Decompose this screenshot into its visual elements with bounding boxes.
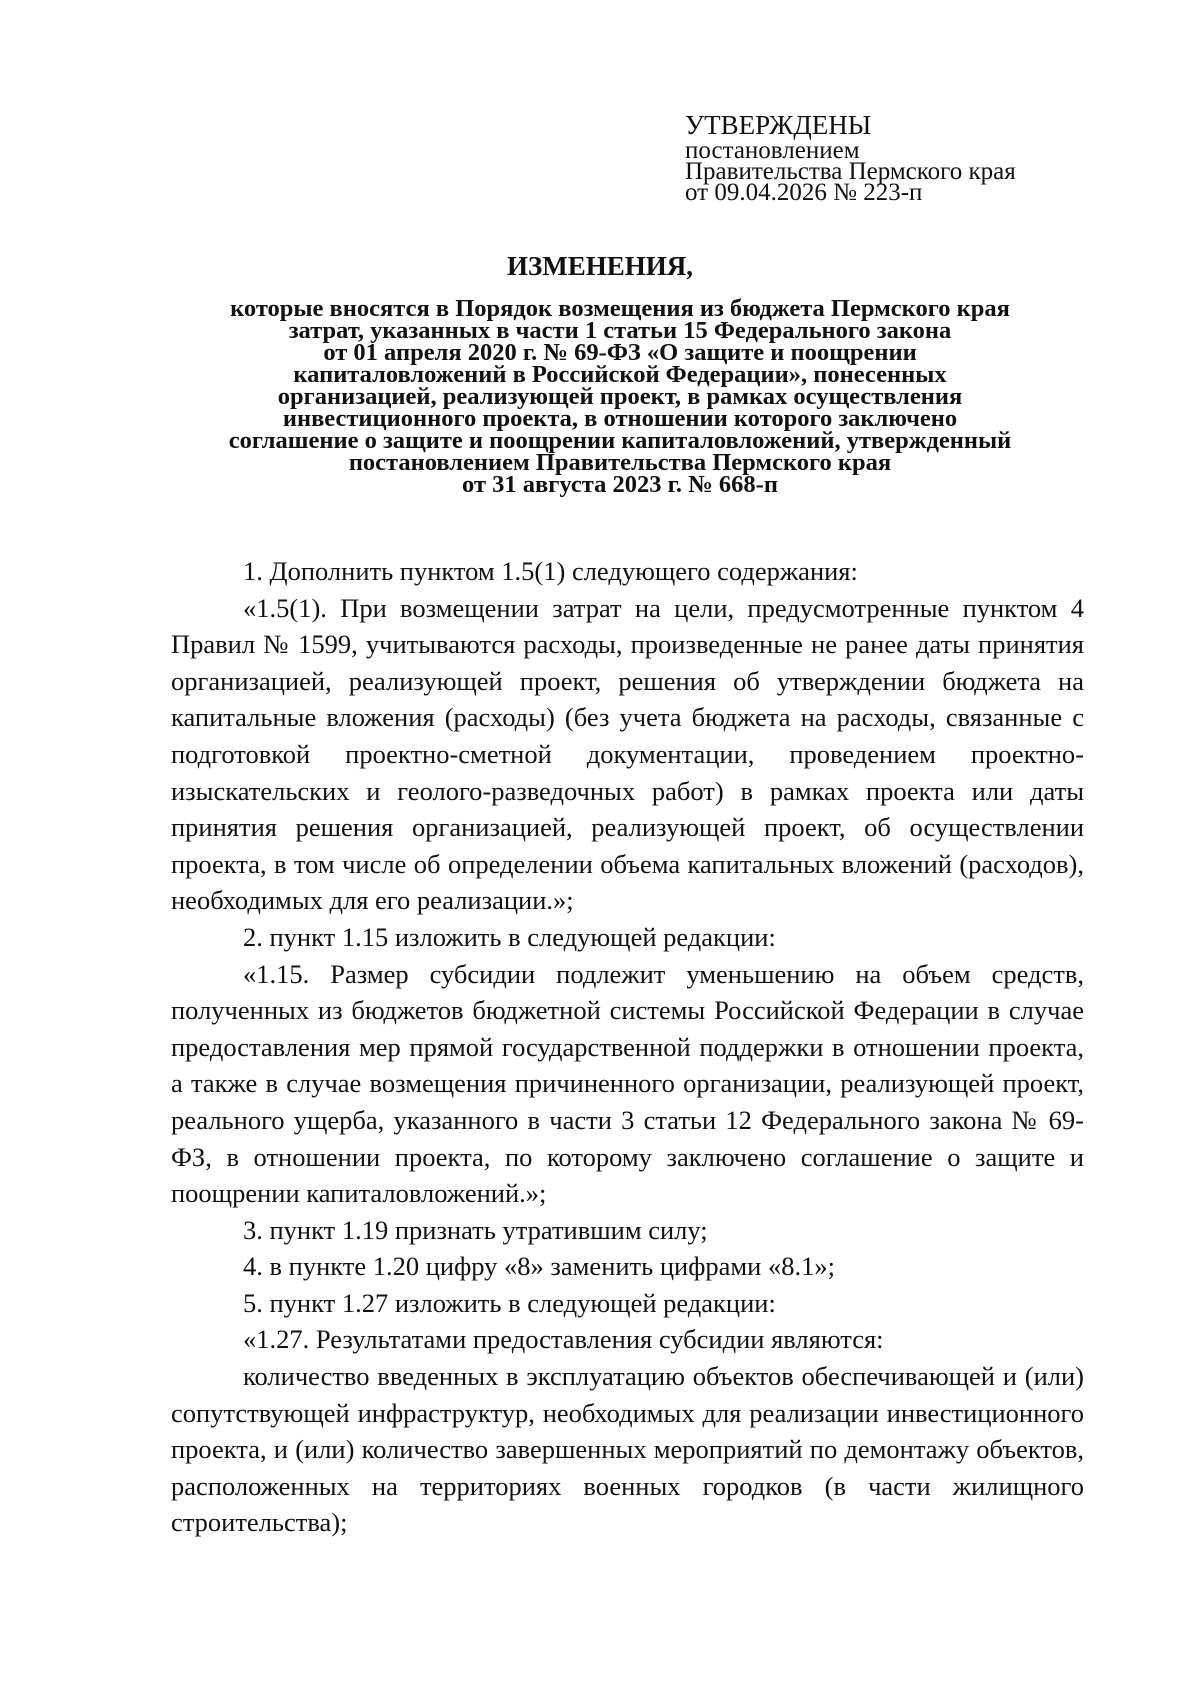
body-paragraph: 1. Дополнить пунктом 1.5(1) следующего содержания: xyxy=(243,556,858,586)
body-paragraph: «1.15. Размер субсидии подлежит уменьшению на объем средств, полученных из бюджетов бюджетной системы Российской Федерации в случае предоставления мер прямой государственной поддержки в отношении проекта, а также в случае возмещения причиненного организации, реализующей проект, реального ущерба, указанного в части 3 статьи 12 Федерального закона № 69-ФЗ, в отношении проекта, по которому заключено соглашение о защите и поощрении капиталовложений.»; xyxy=(171,958,1084,1209)
subtitle-line: капиталовложений в Российской Федерации», понесенных xyxy=(293,361,947,388)
body-paragraph: «1.5(1). При возмещении затрат на цели, предусмотренные пунктом 4 Правил № 1599, учитываются расходы, произведенные не ранее даты принятия организацией, реализующей проект, решения об утверждении бюджета на капитальные вложения (расходы) (без учета бюджета на расходы, связанные с подготовкой проектно-сметной документации, проведением проектно-изыскательских и геолого-разведочных работ) в рамках проекта или даты принятия решения организацией, реализующей проект, об осуществлении проекта, в том числе об определении объема капитальных вложений (расходов), необходимых для его реализации.»; xyxy=(171,592,1084,916)
subtitle-line: которые вносятся в Порядок возмещения из бюджета Пермского края xyxy=(230,295,1010,322)
subtitle-line: затрат, указанных в части 1 статьи 15 Федерального закона xyxy=(288,317,952,344)
subtitle-line: инвестиционного проекта, в отношении которого заключено xyxy=(282,405,958,432)
approval-line: постановлением xyxy=(685,137,860,164)
approval-stamp-title: УТВЕРЖДЕНЫ xyxy=(685,110,872,140)
approval-block xyxy=(685,110,1105,206)
body-paragraph: количество введенных в эксплуатацию объектов обеспечивающей и (или) сопутствующей инфраструктур, необходимых для реализации инвестиционного проекта, и (или) количество завершенных мероприятий по демонтажу объектов, расположенных на территориях военных городков (в части жилищного строительства); xyxy=(171,1361,1084,1538)
subtitle-line: от 01 апреля 2020 г. № 69-ФЗ «О защите и поощрении xyxy=(323,339,917,366)
body-paragraph: 4. в пункте 1.20 цифру «8» заменить цифрами «8.1»; xyxy=(243,1251,835,1282)
body-paragraph: 2. пункт 1.15 изложить в следующей редакции: xyxy=(243,921,776,952)
subtitle-line: постановлением Правительства Пермского края xyxy=(348,449,892,476)
subtitle-line: организацией, реализующей проект, в рамках осуществления xyxy=(277,383,963,410)
subtitle-line: соглашение о защите и поощрении капиталовложений, утвержденный xyxy=(228,427,1012,454)
approval-date-number: от 09.04.2026 № 223-п xyxy=(685,179,923,206)
document-subtitle xyxy=(160,295,1080,498)
approval-line: Правительства Пермского края xyxy=(685,158,1016,185)
body-paragraph: 3. пункт 1.19 признать утратившим силу; xyxy=(243,1214,708,1245)
document-title: ИЗМЕНЕНИЯ, xyxy=(506,251,693,281)
subtitle-line: от 31 августа 2023 г. № 668-п xyxy=(462,471,778,498)
body-paragraph: «1.27. Результатами предоставления субсидии являются: xyxy=(243,1324,884,1355)
body-paragraph: 5. пункт 1.27 изложить в следующей редакции: xyxy=(243,1287,776,1318)
document-body xyxy=(171,553,1084,1541)
